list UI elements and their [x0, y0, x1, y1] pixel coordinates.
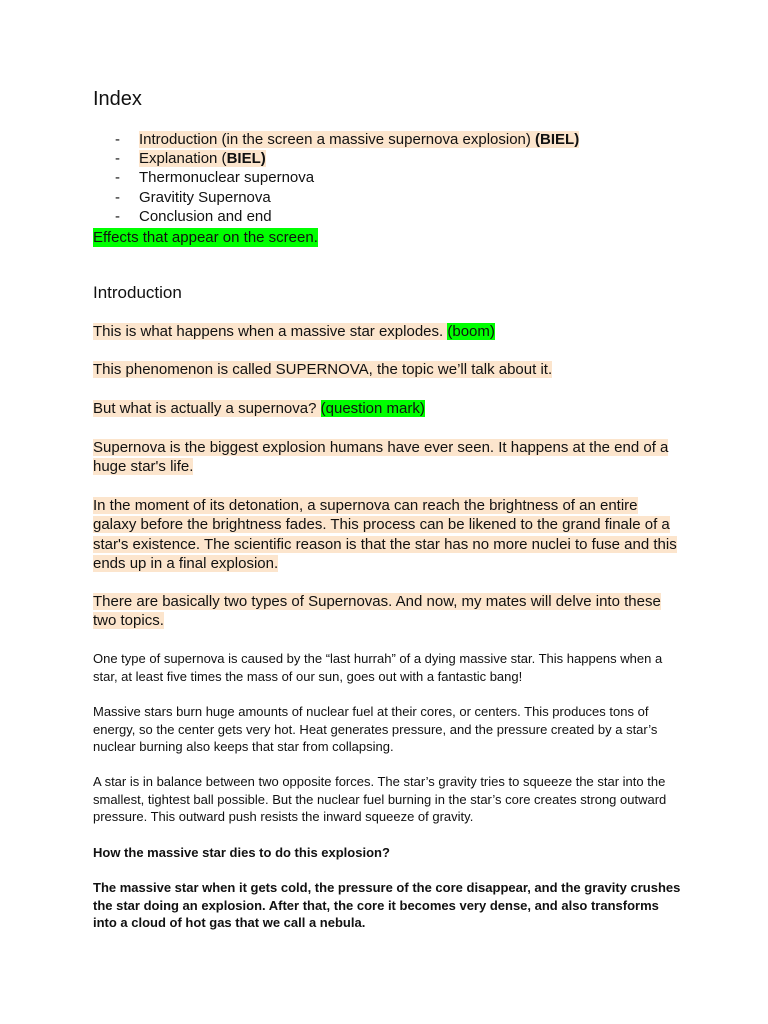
intro-paragraph-4: Supernova is the biggest explosion humans have ever seen. It happens at the end of a huge star's life. — [93, 439, 669, 476]
index-item-text: Introduction (in the screen a massive supernova explosion) (BIEL) — [139, 131, 580, 148]
index-item-thermonuclear — [93, 168, 579, 187]
index-item-explanation — [93, 149, 579, 168]
index-item-conclusion — [93, 207, 579, 226]
index-item-text: Conclusion and end — [139, 207, 272, 225]
effects-legend: Effects that appear on the screen. — [93, 229, 318, 246]
screen-effect-question-mark: (question mark) — [320, 400, 425, 417]
intro-paragraph-2: This phenomenon is called SUPERNOVA, the topic we’ll talk about it. — [93, 361, 553, 378]
body-paragraph-2: Massive stars burn huge amounts of nuclear fuel at their cores, or centers. This produces tons of energy, so the center gets very hot. Heat generates pressure, and the pressure created by a star’s nuclear burning also keeps that star from collapsing. — [93, 704, 658, 755]
index-item-gravitity — [93, 188, 579, 207]
index-list — [93, 130, 579, 226]
question-heading: How the massive star dies to do this explosion? — [93, 845, 390, 860]
intro-paragraph-3: But what is actually a supernova? (question mark) — [93, 400, 425, 417]
index-item-owner: (BIEL) — [535, 131, 580, 148]
intro-paragraph-1: This is what happens when a massive star explodes. (boom) — [93, 323, 495, 340]
body-paragraph-3: A star is in balance between two opposite forces. The star’s gravity tries to squeeze the star into the smallest, tightest ball possible. But the nuclear fuel burning in the star’s core creates strong outward pressure. This outward push resists the inward squeeze of gravity. — [93, 774, 667, 825]
index-item-owner: BIEL) — [226, 150, 266, 168]
index-item-text: Explanation (BIEL) — [139, 150, 266, 168]
list-dash: - — [115, 169, 120, 187]
index-heading: Index — [93, 88, 142, 110]
screen-effect-boom: (boom) — [447, 323, 495, 340]
index-item-text: Gravitity Supernova — [139, 188, 271, 206]
list-dash: - — [115, 207, 120, 225]
list-dash: - — [115, 188, 120, 206]
answer-paragraph: The massive star when it gets cold, the pressure of the core disappear, and the gravity crushes the star doing an explosion. After that, the core it becomes very dense, and also transforms into a cloud of hot gas that we call a nebula. — [93, 880, 681, 931]
index-item-text: Thermonuclear supernova — [139, 169, 315, 187]
list-dash: - — [115, 150, 120, 168]
index-item-introduction — [93, 130, 579, 149]
body-paragraph-1: One type of supernova is caused by the “last hurrah” of a dying massive star. This happens when a star, at least five times the mass of our sun, goes out with a fantastic bang! — [93, 651, 663, 684]
list-dash: - — [115, 131, 120, 148]
intro-paragraph-5: In the moment of its detonation, a supernova can reach the brightness of an entire galaxy before the brightness fades. This process can be likened to the grand finale of a star's existence. The scientific reason is that the star has no more nuclei to fuse and this ends up in a final explosion. — [93, 497, 677, 573]
introduction-heading: Introduction — [93, 283, 182, 302]
intro-paragraph-6: There are basically two types of Supernovas. And now, my mates will delve into these two topics. — [93, 593, 661, 630]
